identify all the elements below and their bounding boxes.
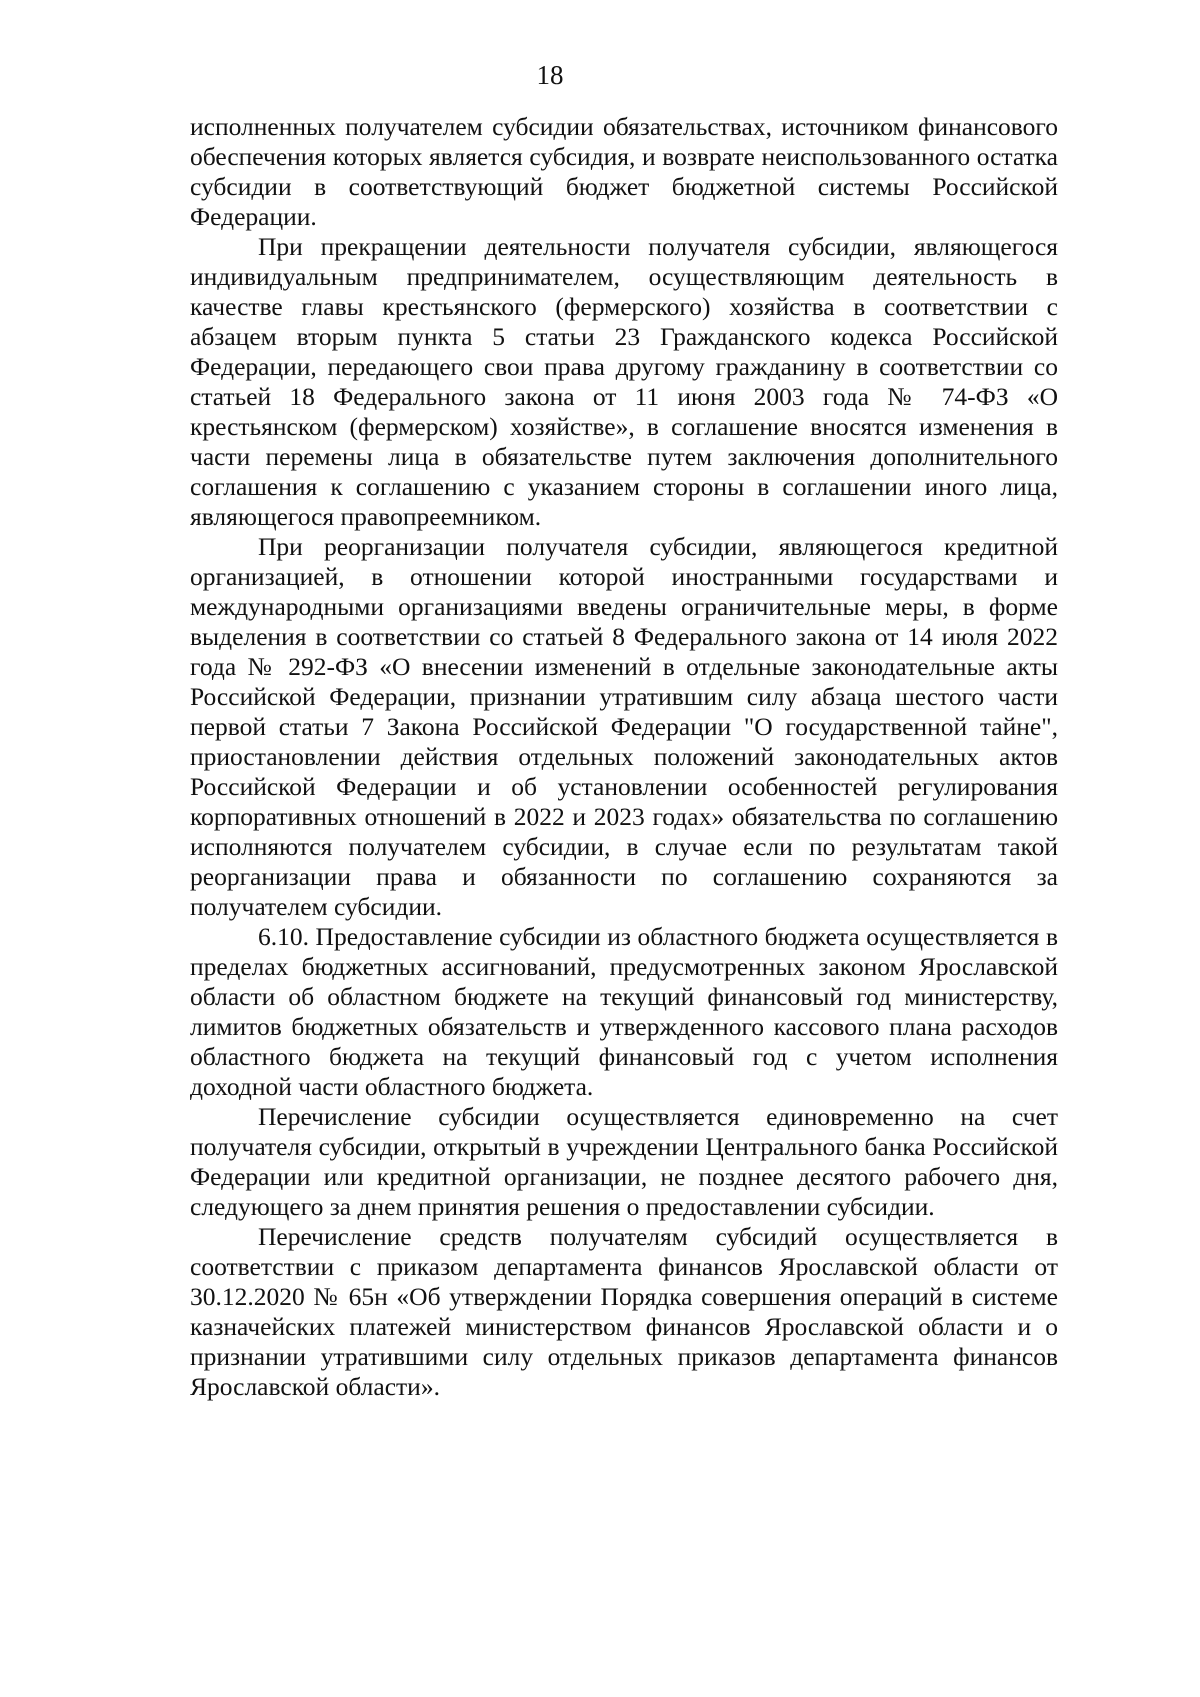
paragraph-farm-termination: При прекращении деятельности получателя субсидии, являющегося индивидуальным предпринимателем, осуществляющим деятельность в качестве главы крестьянского (фермерского) хозяйства в соответствии с абзацем вторым пункта 5 статьи 23 Гражданского кодекса Российской Федерации, передающего свои права другому гражданину в соответствии со статьей 18 Федерального закона от 11 июня 2003 года № 74-ФЗ «О крестьянском (фермерском) хозяйстве», в соглашение вносятся изменения в части перемены лица в обязательстве путем заключения дополнительного соглашения к соглашению с указанием стороны в соглашении иного лица, являющегося правопреемником. <box>190 232 1058 531</box>
paragraph-section-6-10: 6.10. Предоставление субсидии из областного бюджета осуществляется в пределах бюджетных ассигнований, предусмотренных законом Ярославской области об областном бюджете на текущий финансовый год министерству, лимитов бюджетных обязательств и утвержденного кассового плана расходов областного бюджета на текущий финансовый год с учетом исполнения доходной части областного бюджета. <box>190 922 1058 1101</box>
document-body <box>190 112 1058 1402</box>
paragraph-funds-transfer-order: Перечисление средств получателям субсидий осуществляется в соответствии с приказом департамента финансов Ярославской области от 30.12.2020 № 65н «Об утверждении Порядка совершения операций в системе казначейских платежей министерством финансов Ярославской области и о признании утратившими силу отдельных приказов департамента финансов Ярославской области». <box>190 1222 1058 1401</box>
paragraph-subsidy-transfer: Перечисление субсидии осуществляется единовременно на счет получателя субсидии, открытый в учреждении Центрального банка Российской Федерации или кредитной организации, не позднее десятого рабочего дня, следующего за днем принятия решения о предоставлении субсидии. <box>190 1102 1058 1221</box>
paragraph-reorganization: При реорганизации получателя субсидии, являющегося кредитной организацией, в отношении которой иностранными государствами и международными организациями введены ограничительные меры, в форме выделения в соответствии со статьей 8 Федерального закона от 14 июля 2022 года № 292-ФЗ «О внесении изменений в отдельные законодательные акты Российской Федерации, признании утратившим силу абзаца шестого части первой статьи 7 Закона Российской Федерации "О государственной тайне", приостановлении действия отдельных положений законодательных актов Российской Федерации и об установлении особенностей регулирования корпоративных отношений в 2022 и 2023 годах» обязательства по соглашению исполняются получателем субсидии, в случае если по результатам такой реорганизации права и обязанности по соглашению сохраняются за получателем субсидии. <box>190 532 1058 921</box>
page-number: 18 <box>536 60 564 90</box>
paragraph-continuation: исполненных получателем субсидии обязательствах, источником финансового обеспечения которых является субсидия, и возврате неиспользованного остатка субсидии в соответствующий бюджет бюджетной системы Российской Федерации. <box>190 112 1058 231</box>
